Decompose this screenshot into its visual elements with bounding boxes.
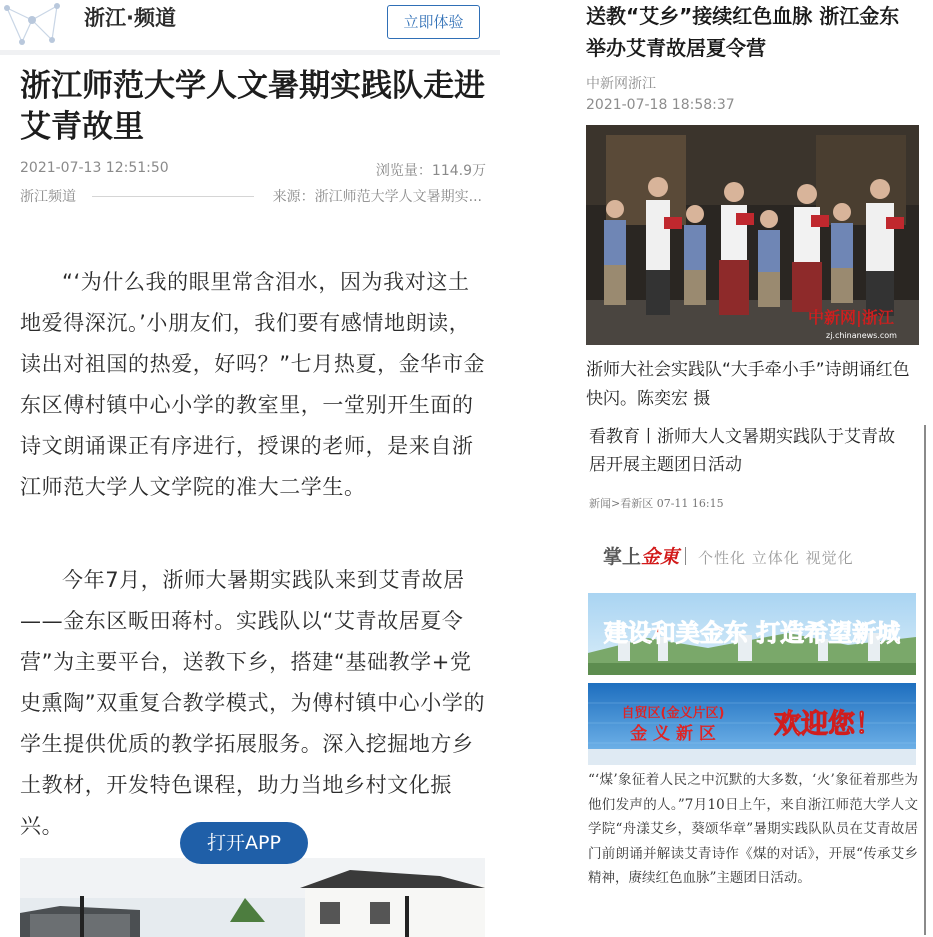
article-source-row xyxy=(20,186,486,206)
sub-headline[interactable]: 看教育丨浙师大人文暑期实践队于艾青故居开展主题团日活动 xyxy=(589,427,895,475)
photo-watermark: 中新网|浙江 xyxy=(808,308,894,327)
channel-name: 浙江·频道 xyxy=(84,6,176,30)
brand-bar xyxy=(603,542,854,570)
jinyi-welcome-banner xyxy=(588,683,916,765)
article-meta xyxy=(20,160,486,180)
publish-date: 2021-07-13 12:51:50 xyxy=(20,160,169,176)
right-article-panel xyxy=(585,0,925,937)
header-divider xyxy=(0,50,500,55)
channel-link[interactable]: 浙江频道 xyxy=(20,189,76,205)
banner2-welcome: 欢迎您！ xyxy=(774,709,882,740)
brand-name-part2: 金東 xyxy=(641,546,680,568)
news-date: 2021-07-18 18:58:37 xyxy=(586,97,735,113)
banner2-line2: 金 义 新 区 xyxy=(630,724,716,744)
article-paragraph-1: “‘为什么我的眼里常含泪水，因为我对这土地爱得深沉。’小朋友们，我们要有感情地朗读，读出对祖国的热爱，好吗？”七月热夏，金华市金东区傅村镇中心小学的教室里，一堂别开生面的诗文朗诵课正有序进行，授课的老师，是来自浙江师范大学人文学院的准大二学生。 xyxy=(20,270,486,499)
brand-name-part1: 掌上 xyxy=(603,546,642,568)
news-paragraph: “‘煤’象征着人民之中沉默的大多数，‘火’象征着那些为他们发声的人。”7月10日上午，来自浙江师范大学人文学院“舟漾艾乡，葵颂华章”暑期实践队队员在艾青故居门前朗诵并解读艾青诗作《煤的对话》，开展“传承艾乡精神，赓续红色血脉”主题团日活动。 xyxy=(588,772,918,886)
photo-caption: 浙师大社会实践队“大手牵小手”诗朗诵红色快闪。陈奕宏 摄 xyxy=(586,360,910,409)
banner1-slogan: 建设和美金东 打造希望新城 xyxy=(603,618,901,647)
brand-slogan: 个性化 立体化 视觉化 xyxy=(698,549,854,567)
news-headline: 送教“艾乡”接续红色血脉 浙江金东举办艾青故居夏令营 xyxy=(586,4,900,60)
photo-watermark-url: zj.chinanews.com xyxy=(826,331,897,340)
news-source: 中新网浙江 xyxy=(586,76,656,92)
breadcrumb: 新闻>看新区 07-11 16:15 xyxy=(589,497,724,510)
village-building-photo xyxy=(20,858,485,937)
jindong-city-banner xyxy=(588,593,916,675)
network-logo-icon xyxy=(2,0,72,50)
article-source: 来源：浙江师范大学人文暑期实... xyxy=(272,189,482,205)
app-header xyxy=(0,0,500,48)
students-reciting-photo xyxy=(586,125,919,345)
open-app-button[interactable]: 打开APP xyxy=(180,822,308,864)
brand-separator xyxy=(685,547,686,565)
right-panel-border xyxy=(924,425,926,935)
article-paragraph-2: 今年7月，浙师大暑期实践队来到艾青故居——金东区畈田蒋村。实践队以“艾青故居夏令营”为主要平台，送教下乡，搭建“基础教学+党史熏陶”双重复合教学模式，为傅村镇中心小学的学生提供优质的教学拓展服务。深入挖掘地方乡土教材，开发特色课程，助力当地乡村文化振兴。 xyxy=(20,568,486,838)
article-title: 浙江师范大学人文暑期实践队走进艾青故里 xyxy=(20,68,485,145)
banner2-line1: 自贸区(金义片区) xyxy=(621,706,725,721)
try-now-button[interactable]: 立即体验 xyxy=(387,5,480,39)
view-count: 浏览量：114.9万 xyxy=(375,163,486,179)
meta-divider-line xyxy=(92,196,254,197)
